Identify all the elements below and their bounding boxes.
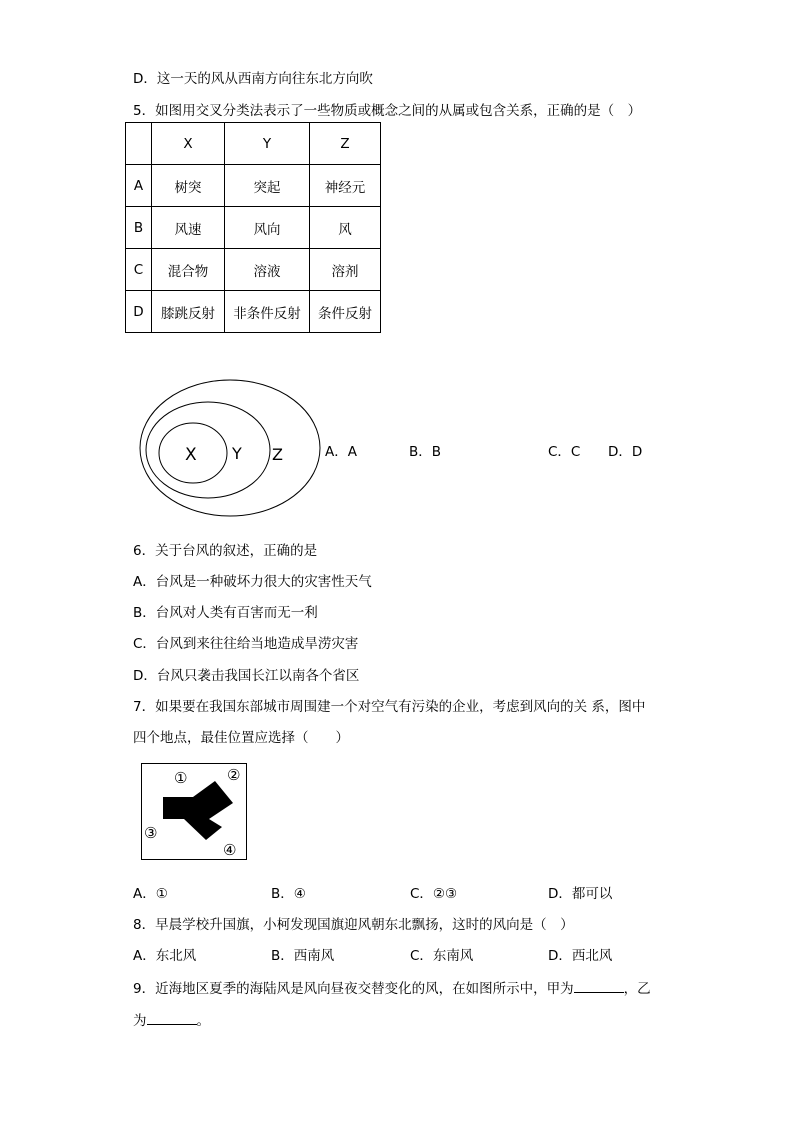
table-cell: 条件反射 <box>310 291 381 333</box>
table-cell: 膝跳反射 <box>152 291 225 333</box>
table-cell: A <box>126 165 152 207</box>
q7-city-map <box>141 763 247 860</box>
q8-option-c: C．东南风 <box>410 948 474 964</box>
ellipse-z <box>140 380 320 516</box>
table-header-cell: X <box>152 123 225 165</box>
table-cell: 混合物 <box>152 249 225 291</box>
table-cell: 树突 <box>152 165 225 207</box>
q6-option-c: C．台风到来往往给当地造成旱涝灾害 <box>133 636 359 652</box>
q5-table <box>125 122 381 333</box>
q9-blank-1[interactable] <box>574 978 624 993</box>
site-4-label: ④ <box>223 841 237 859</box>
q7-stem-line1: 7．如果要在我国东部城市周围建一个对空气有污染的企业，考虑到风向的关 系，图中 <box>133 699 646 715</box>
label-y: Y <box>232 444 242 463</box>
label-x: X <box>185 445 197 465</box>
q9-line1-suffix: ，乙 <box>623 981 651 997</box>
q8-stem: 8．早晨学校升国旗，小柯发现国旗迎风朝东北飘扬，这时的风向是（ ） <box>133 917 574 933</box>
q5-option-c: C．C <box>548 444 581 460</box>
q7-option-b: B．④ <box>271 886 306 902</box>
site-3-label: ③ <box>144 824 158 842</box>
q8-option-b: B．西南风 <box>271 948 335 964</box>
table-cell: 溶剂 <box>310 249 381 291</box>
table-header-row <box>126 123 381 165</box>
table-cell: 神经元 <box>310 165 381 207</box>
q7-option-d: D．都可以 <box>548 886 613 902</box>
q6-stem: 6．关于台风的叙述，正确的是 <box>133 543 318 559</box>
q6-option-d: D．台风只袭击我国长江以南各个省区 <box>133 668 360 684</box>
table-cell: B <box>126 207 152 249</box>
q8-option-a: A．东北风 <box>133 948 197 964</box>
table-row <box>126 249 381 291</box>
table-row <box>126 291 381 333</box>
q9-line2 <box>133 1009 210 1029</box>
q7-stem-line2: 四个地点，最佳位置应选择（ ） <box>133 730 349 746</box>
table-header-cell: Z <box>310 123 381 165</box>
table-cell: 溶液 <box>225 249 310 291</box>
table-cell: 突起 <box>225 165 310 207</box>
q5-venn-diagram <box>138 378 323 518</box>
table-cell: 风向 <box>225 207 310 249</box>
table-row <box>126 207 381 249</box>
table-header-cell <box>126 123 152 165</box>
q9-line2-suffix: 。 <box>196 1013 210 1029</box>
site-2-label: ② <box>227 766 241 784</box>
q6-option-a: A．台风是一种破坏力很大的灾害性天气 <box>133 574 372 590</box>
table-cell: C <box>126 249 152 291</box>
table-cell: 非条件反射 <box>225 291 310 333</box>
q9-blank-2[interactable] <box>147 1010 197 1025</box>
q5-option-b: B．B <box>409 444 442 460</box>
q6-option-b: B．台风对人类有百害而无一利 <box>133 605 318 621</box>
site-1-label: ① <box>174 769 188 787</box>
label-z: Z <box>272 445 283 464</box>
q7-option-c: C．②③ <box>410 886 458 902</box>
q7-option-a: A．① <box>133 886 168 902</box>
q4-option-d: D．这一天的风从西南方向往东北方向吹 <box>133 71 373 87</box>
ellipse-y <box>146 402 270 498</box>
q8-option-d: D．西北风 <box>548 948 613 964</box>
table-cell: 风速 <box>152 207 225 249</box>
q9-line1-prefix: 9．近海地区夏季的海陆风是风向昼夜交替变化的风，在如图所示中，甲为 <box>133 981 574 997</box>
q5-option-d: D．D <box>608 444 643 460</box>
city-shape <box>163 781 233 840</box>
table-row <box>126 165 381 207</box>
table-header-cell: Y <box>225 123 310 165</box>
q5-stem: 5．如图用交叉分类法表示了一些物质或概念之间的从属或包含关系，正确的是（ ） <box>133 103 642 119</box>
table-cell: D <box>126 291 152 333</box>
table-cell: 风 <box>310 207 381 249</box>
q9-line2-prefix: 为 <box>133 1013 147 1029</box>
q5-option-a: A．A <box>325 444 357 460</box>
q9-line1 <box>133 977 651 997</box>
